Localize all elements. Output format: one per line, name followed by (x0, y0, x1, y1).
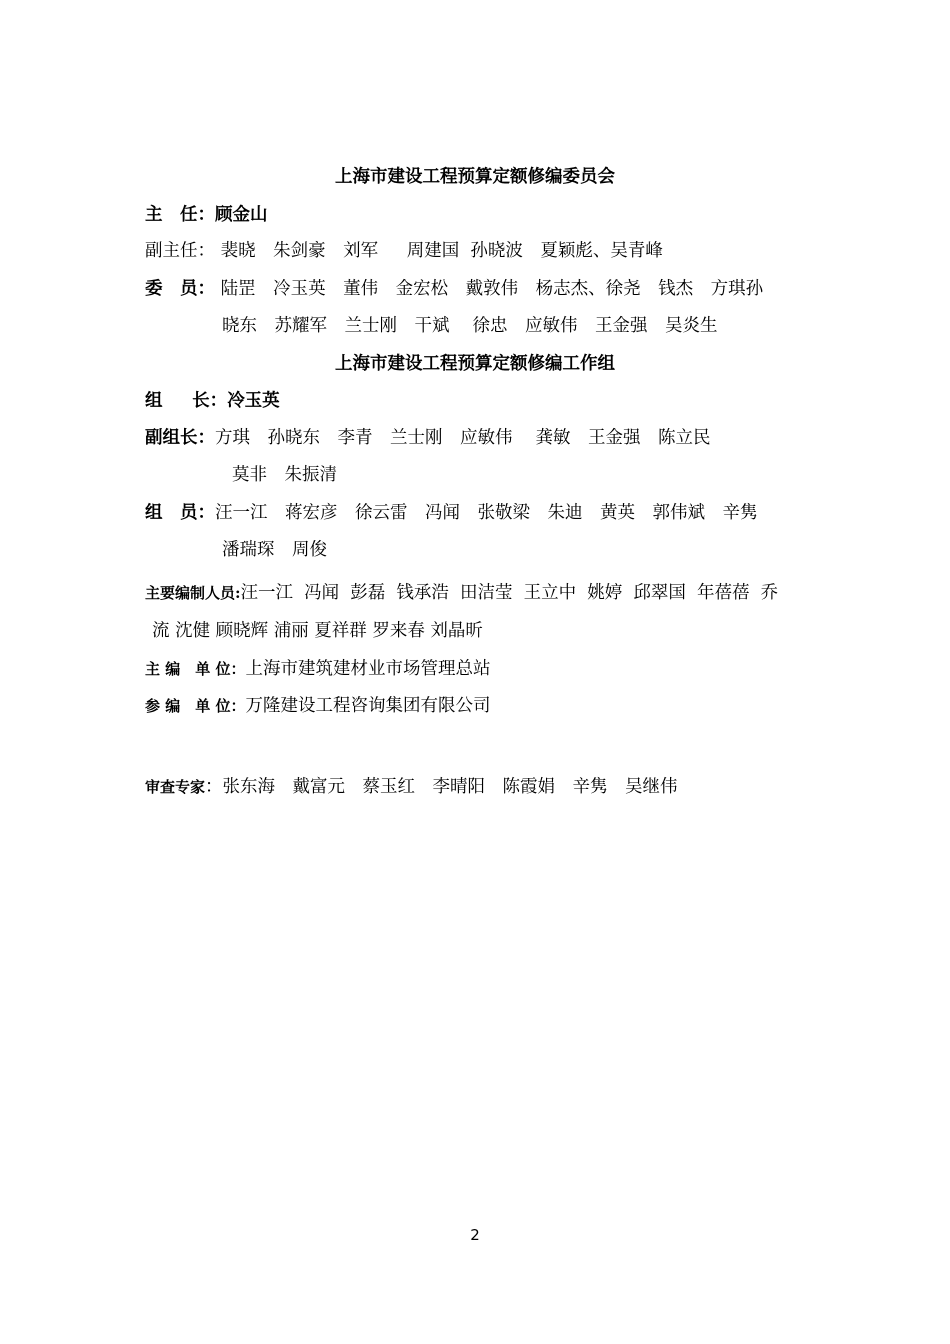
workgroup-members (145, 500, 830, 526)
committee-title: 上海市建设工程预算定额修编委员会 (335, 167, 615, 187)
leader-label: 组 长： (145, 391, 228, 411)
review-experts (145, 774, 830, 800)
co-unit-label: 参 编 单 位： (145, 697, 246, 715)
workgroup-title: 上海市建设工程预算定额修编工作组 (335, 354, 615, 374)
members-line1: 陆罡 冷玉英 董伟 金宏松 戴敦伟 杨志杰、徐尧 钱杰 方琪孙 (220, 279, 764, 299)
deputy-label: 副主任： (145, 241, 215, 261)
committee-members (145, 276, 830, 302)
main-editors (145, 580, 830, 606)
chief-unit-value: 上海市建筑建材业市场管理总站 (245, 659, 491, 679)
committee-director (145, 202, 830, 228)
reviewers-names: 张东海 戴富元 蔡玉红 李晴阳 陈霞娟 辛隽 吴继伟 (222, 777, 678, 797)
editors-line1: 汪一江 冯闻 彭磊 钱承浩 田洁莹 王立中 姚婷 邱翠国 年蓓蓓 乔 (240, 583, 779, 603)
members-label: 委 员： (145, 279, 215, 299)
leader-name: 冷玉英 (227, 391, 280, 411)
workgroup-leader (145, 388, 830, 414)
workgroup-deputies-cont: 莫非 朱振清 (232, 465, 337, 485)
chief-unit (145, 656, 830, 682)
deputy-names: 裴晓 朱剑豪 刘军 周建国 孙晓波 夏颖彪、吴青峰 (220, 241, 663, 261)
page-number: 2 (470, 1226, 480, 1244)
wg-deputy-label: 副组长： (145, 428, 215, 448)
director-name: 顾金山 (215, 205, 268, 225)
wg-members-line1: 汪一江 蒋宏彦 徐云雷 冯闻 张敬梁 朱迪 黄英 郭伟斌 辛隽 (215, 503, 758, 523)
co-unit-value: 万隆建设工程咨询集团有限公司 (245, 696, 491, 716)
co-unit (145, 693, 830, 719)
committee-deputies (145, 238, 830, 264)
wg-deputy-line1: 方琪 孙晓东 李青 兰士刚 应敏伟 龚敏 王金强 陈立民 (215, 428, 711, 448)
reviewers-label: 审查专家 (145, 778, 206, 796)
committee-members-cont: 晓东 苏耀军 兰士刚 干斌 徐忠 应敏伟 王金强 吴炎生 (222, 316, 718, 336)
workgroup-deputies (145, 425, 830, 451)
reviewers-separator: ： (205, 777, 223, 797)
main-editors-cont: 流 沈健 顾晓辉 浦丽 夏祥群 罗来春 刘晶昕 (152, 621, 483, 641)
wg-members-label: 组 员： (145, 503, 215, 523)
director-label: 主 任： (145, 205, 215, 225)
editors-label: 主要编制人员: (145, 584, 241, 602)
workgroup-members-cont: 潘瑞琛 周俊 (222, 540, 327, 560)
chief-unit-label: 主 编 单 位： (145, 660, 246, 678)
